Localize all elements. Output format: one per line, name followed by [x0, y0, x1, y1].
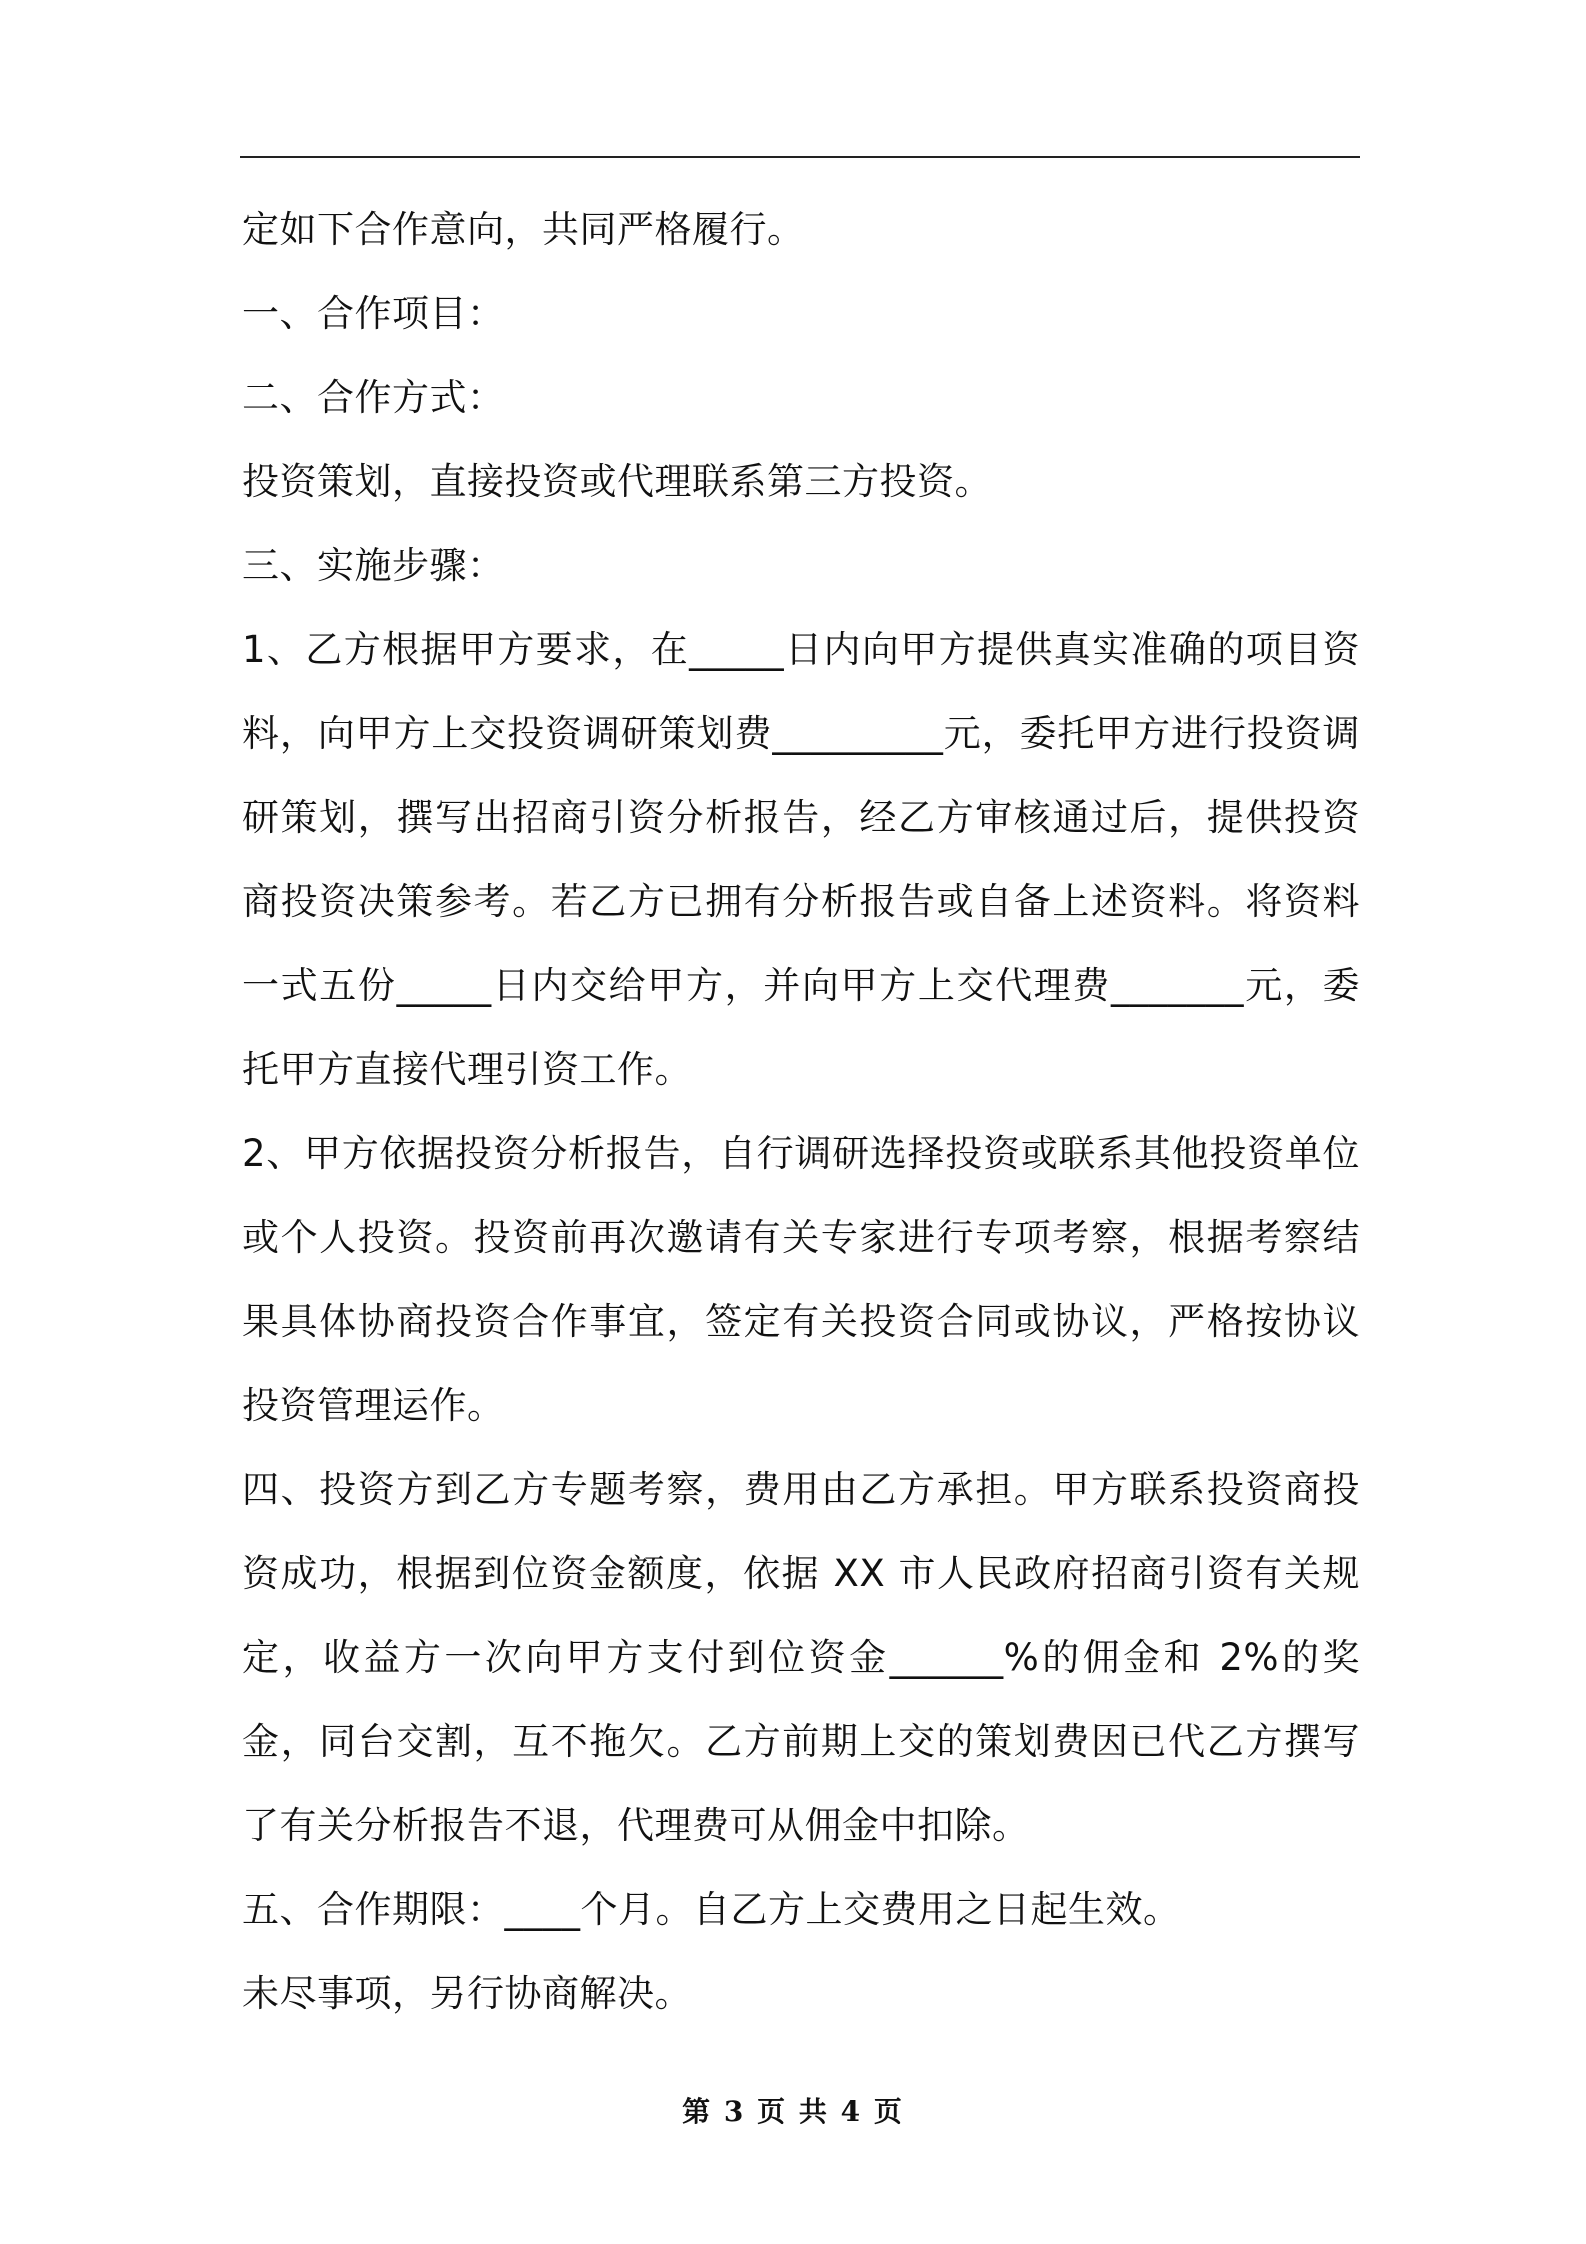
- section-heading-implementation-steps: 三、实施步骤：: [242, 544, 505, 587]
- paragraph-step-1: 1、乙方根据甲方要求，在_____日内向甲方提供真实准确的项目资料，向甲方上交投资调研策划费_________元，委托甲方进行投资调研策划，撰写出招商引资分析报告，经乙方审核通过后，提供投资商投资决策参考。若乙方已拥有分析报告或自备上述资料。将资料一式五份_____日内交给甲方，并向甲方上交代理费_______元，委托甲方直接代理引资工作。: [242, 628, 1360, 1091]
- paragraph-step-2: 2、甲方依据投资分析报告，自行调研选择投资或联系其他投资单位或个人投资。投资前再次邀请有关专家进行专项考察，根据考察结果具体协商投资合作事宜，签定有关投资合同或协议，严格按协议投资管理运作。: [242, 1132, 1360, 1427]
- header-rule: [240, 156, 1360, 158]
- paragraph-closing: 未尽事项，另行协商解决。: [242, 1972, 692, 2015]
- section-heading-cooperation-method: 二、合作方式：: [242, 376, 505, 419]
- section-heading-cooperation-project: 一、合作项目：: [242, 292, 505, 335]
- paragraph-section-5: 五、合作期限：____个月。自乙方上交费用之日起生效。: [242, 1888, 1181, 1931]
- paragraph-section-4: 四、投资方到乙方专题考察，费用由乙方承担。甲方联系投资商投资成功，根据到位资金额度，依据 XX 市人民政府招商引资有关规定，收益方一次向甲方支付到位资金______%的佣金和 2%的奖金，同台交割，互不拖欠。乙方前期上交的策划费因已代乙方撰写了有关分析报告不退，代理费可从佣金中扣除。: [242, 1468, 1360, 1847]
- page-number-footer: 第 3 页 共 4 页: [682, 2095, 904, 2128]
- document-body: [242, 188, 1360, 2036]
- paragraph-intro-continuation: 定如下合作意向，共同严格履行。: [242, 208, 805, 251]
- paragraph-cooperation-method: 投资策划，直接投资或代理联系第三方投资。: [242, 460, 992, 503]
